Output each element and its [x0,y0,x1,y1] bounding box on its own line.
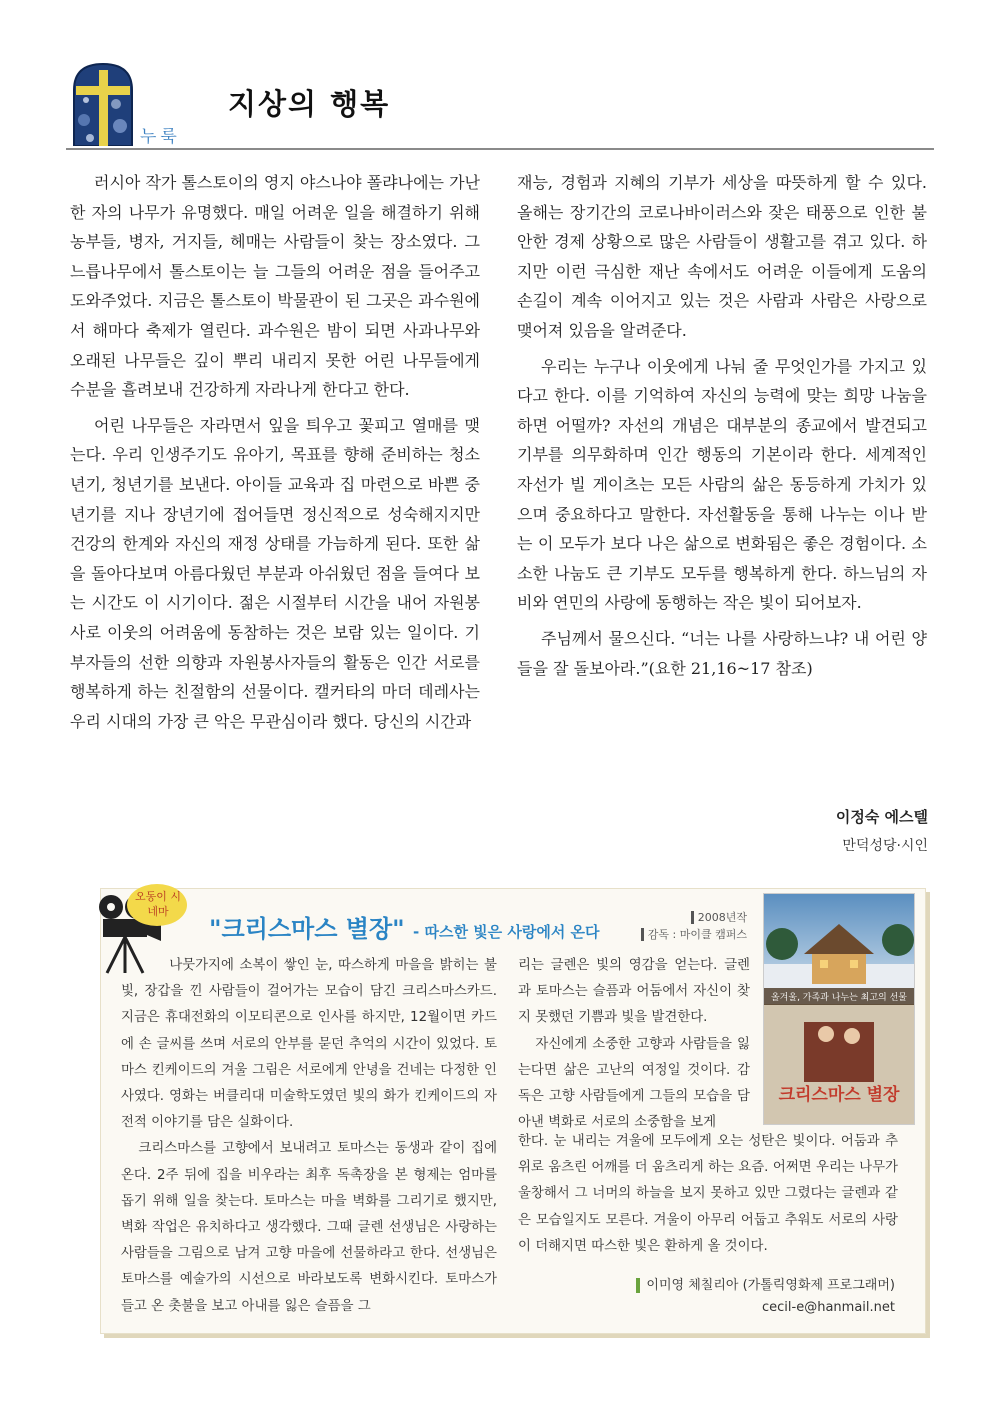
paragraph: 러시아 작가 톨스토이의 영지 야스나야 폴랴나에는 가난한 자의 나무가 유명했다. 매일 어려운 일을 해결하기 위해 농부들, 병자, 거지들, 헤매는 사람들이 찾는 장소였다. 그 느릅나무에서 톨스토이는 늘 그들의 어려운 점을 들어주고 도와주었다. 지금은 톨스토이 박물관이 된 그곳은 과수원에서 해마다 축제가 열린다. 과수원은 밤이 되면 사과나무와 오래된 나무들은 깊이 뿌리 내리지 못한 어린 나무들에게 수분을 흘려보내 건강하게 자라나게 한다고 한다. [70,173,481,400]
cinema-badge-label: 오동이 시네마 [135,890,182,918]
cinema-badge [97,881,189,929]
header [70,60,932,152]
article-column-left [70,168,480,742]
paragraph: 우리는 누구나 이웃에게 나눠 줄 무엇인가를 가지고 있다고 한다. 이를 기억하여 자신의 능력에 맞는 희망 나눔을 하면 어떨까? 자선의 개념은 대부분의 종교에서 발견되고 기부를 의무화하며 인간 행동의 기본이라 한다. 세계적인 자선가 빌 게이츠는 모든 사람의 삶은 동등하게 가치가 있으며 중요하다고 말한다. 자선활동을 통해 나누는 이나 받는 이 모두가 보다 나은 삶으로 변화됨은 좋은 경험이다. 소소한 나눔도 큰 기부도 모두를 행복하게 한다. 하느님의 자비와 연민의 사랑에 동행하는 작은 빛이 되어보자. [517,356,927,613]
review-column-right-top [518,953,750,1136]
article-author [836,806,928,855]
review-column-left [121,953,497,1320]
review-column-right-bottom [518,1129,898,1260]
movie-subtitle: - 따스한 빛은 사랑에서 온다 [413,923,600,941]
paragraph: 어린 나무들은 자라면서 잎을 틔우고 꽃피고 열매를 맺는다. 우리 인생주기도 유아기, 목표를 향해 준비하는 청소년기, 청년기를 보낸다. 아이들 교육과 집 마련으로 바쁜 중년기를 지나 장년기에 접어들면 정신적으로 성숙해지지만 건강의 한계와 자신의 재정 상태를 가늠하게 된다. 또한 삶을 돌아다보며 아름다웠던 부분과 아쉬웠던 점을 들여다 보는 시간도 이 시기이다. 젊은 시절부터 시간을 내어 자원봉사로 이웃의 어려움에 동참하는 것은 보람 있는 일이다. 기부자들의 선한 의향과 자원봉사자들의 활동은 인간 서로를 행복하게 하는 친절함의 선물이다. 캘커타의 마더 데레사는 우리 시대의 가장 큰 악은 무관심이라 했다. 당신의 시간과 [70,415,480,731]
page-title: 지상의 행복 [228,87,391,121]
header-divider [66,148,934,150]
paragraph: 주님께서 물으신다. “너는 나를 사랑하느냐? 내 어린 양들을 잘 돌보아라.”(요한 21,16~17 참조) [517,628,927,678]
poster-tagline: 올겨울, 가족과 나누는 최고의 선물 [764,988,914,1005]
paragraph: 한다. 눈 내리는 겨울에 모두에게 오는 성탄은 빛이다. 어둠과 추위로 움츠린 어깨를 더 움츠리게 하는 요즘. 어쩌면 우리는 나무가 울창해서 그 너머의 하늘을 보지 못하고 있만 그렸다는 글렌과 같은 모습일지도 모른다. 겨울이 아무리 어둡고 추워도 서로의 사랑이 더해지면 따스한 빛은 환하게 올 것이다. [518,1134,898,1254]
movie-director: 감독 : 마이클 캠퍼스 [641,928,747,941]
paragraph: 크리스마스를 고향에서 보내려고 토마스는 동생과 같이 집에 온다. 2주 뒤에 집을 비우라는 최후 독촉장을 본 형제는 엄마를 돕기 위해 일을 찾는다. 토마스는 마을 벽화를 그리기로 했지만, 벽화 작업은 유치하다고 생각했다. 그때 글렌 선생님은 사랑하는 사람들을 그림으로 남겨 고향 마을에 선물하라고 한다. 선생님은 토마스를 예술가의 시선으로 바라보도록 변화시킨다. 토마스가 들고 온 촛불을 보고 아내를 잃은 슬픔을 그 [121,1141,497,1314]
section-label: 누룩 [140,127,181,147]
review-author-email[interactable]: cecil-e@hanmail.net [762,1300,895,1315]
review-author-name: 이미영 체칠리아 (가톨릭영화제 프로그래머) [636,1278,895,1293]
poster-title: 크리스마스 별장 [778,1085,900,1105]
author-role: 만덕성당·시인 [842,838,928,854]
article-column-right [517,168,927,689]
paragraph: 자신에게 소중한 고향과 사람들을 잃는다면 삶은 고난의 여정일 것이다. 감독은 고향 사람들에게 그들의 모습을 담아낸 벽화로 서로의 소중함을 보게 [518,1036,750,1131]
review-author [636,1275,895,1319]
movie-meta [639,909,747,943]
paragraph: 나뭇가지에 소복이 쌓인 눈, 따스하게 마을을 밝히는 불빛, 장갑을 낀 사람들이 걸어가는 모습이 담긴 크리스마스카드. 지금은 휴대전화의 이모티콘으로 인사를 하지만, 12월이면 카드에 손 글씨를 쓰며 서로의 안부를 묻던 추억의 시간이 있었다. 토마스 킨케이드의 겨울 그림은 서로에게 안녕을 건네는 다정한 인사였다. 영화는 버클리대 미술학도였던 빛의 화가 킨케이드의 자전적 이야기를 담은 실화이다. [121,958,497,1131]
cinema-review-box [100,888,926,1334]
movie-title [209,909,600,944]
author-name: 이정숙 에스텔 [835,808,928,826]
paragraph: 리는 글렌은 빛의 영감을 얻는다. 글렌과 토마스는 슬픔과 어둠에서 자신이 찾지 못했던 기쁨과 빛을 발견한다. [518,958,750,1026]
movie-title-text: "크리스마스 별장" [209,915,405,943]
paragraph: 재능, 경험과 지혜의 기부가 세상을 따뜻하게 할 수 있다. 올해는 장기간의 코로나바이러스와 잦은 태풍으로 인한 불안한 경제 상황으로 많은 사람들이 생활고를 겪고 있다. 하지만 이런 극심한 재난 속에서도 어려운 이들에게 도움의 손길이 계속 이어지고 있는 것은 사람과 사람은 사랑으로 맺어져 있음을 알려준다. [517,173,927,340]
stained-glass-cross-icon [70,60,136,146]
movie-year: 2008년작 [691,911,747,924]
movie-poster [763,893,915,1125]
